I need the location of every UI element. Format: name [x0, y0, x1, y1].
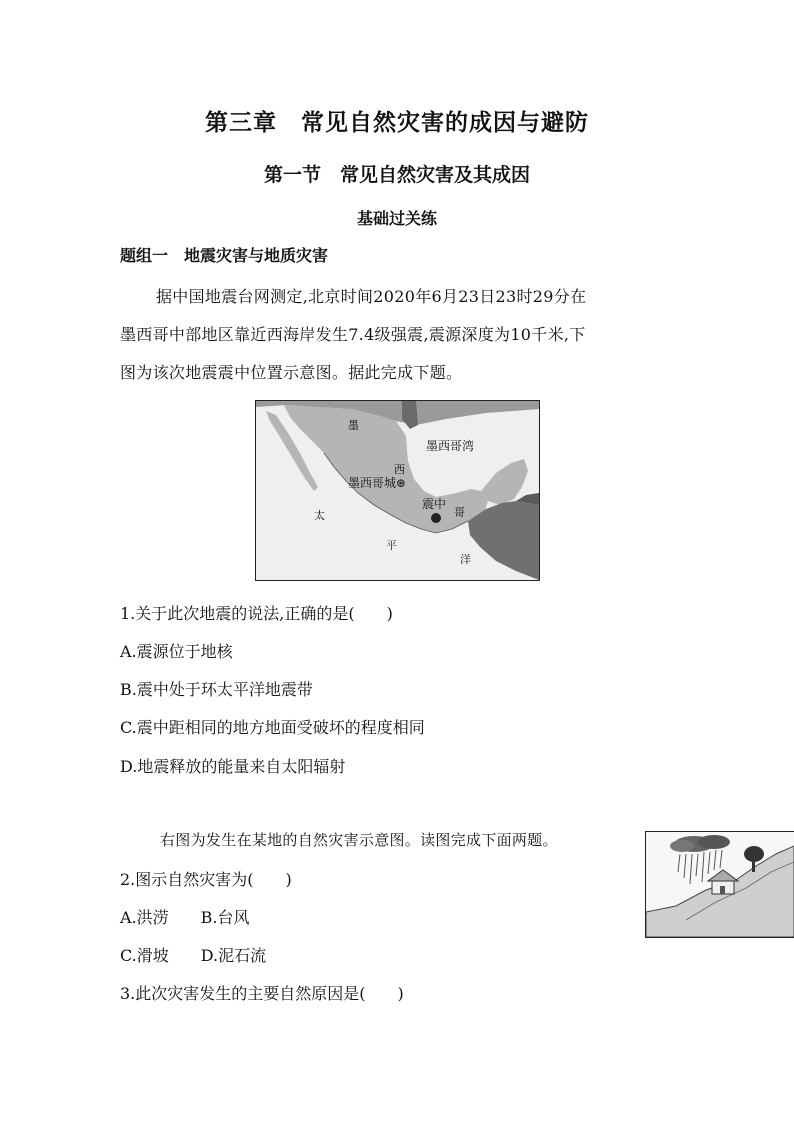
- intro-line-2: 墨西哥中部地区靠近西海岸发生7.4级强震,震源深度为10千米,下: [120, 325, 586, 344]
- map-label-ping: 平: [386, 539, 397, 552]
- chapter-title: 第三章 常见自然灾害的成因与避防: [205, 110, 589, 136]
- map-label-gulf: 墨西哥湾: [426, 439, 475, 453]
- question-2-options-cd: C.滑坡 D.泥石流: [120, 946, 267, 965]
- question-1-option-a: A.震源位于地核: [120, 642, 233, 661]
- question-2-options-ab: A.洪涝 B.台风: [120, 908, 250, 927]
- section-title: 第一节 常见自然灾害及其成因: [263, 164, 530, 186]
- intro-line-1: 据中国地震台网测定,北京时间2020年6月23日23时29分在: [156, 287, 587, 306]
- question-1-option-d: D.地震释放的能量来自太阳辐射: [120, 757, 346, 776]
- intro-2: 右图为发生在某地的自然灾害示意图。读图完成下面两题。: [160, 831, 558, 849]
- map-label-yang: 洋: [460, 553, 471, 566]
- question-3-stem: 3.此次灾害发生的主要自然原因是( ): [120, 984, 404, 1003]
- question-1-stem: 1.关于此次地震的说法,正确的是( ): [120, 604, 393, 623]
- map-label-ge: 哥: [454, 506, 465, 519]
- question-1-option-b: B.震中处于环太平洋地震带: [120, 680, 313, 699]
- group1-title: 题组一 地震灾害与地质灾害: [120, 246, 329, 265]
- epicenter-map: [255, 400, 540, 581]
- question-1-option-c: C.震中距相同的地方地面受破坏的程度相同: [120, 718, 425, 737]
- intro-line-3: 图为该次地震震中位置示意图。据此完成下题。: [120, 363, 463, 382]
- landslide-drawing: [646, 832, 794, 937]
- map-label-city: 墨西哥城⊛: [348, 476, 407, 490]
- map-label-epicenter: 震中: [422, 497, 447, 511]
- landslide-illustration: [645, 831, 794, 938]
- map-label-xi: 西: [394, 463, 405, 476]
- map-label-mo: 墨: [348, 419, 359, 432]
- exercise-title: 基础过关练: [356, 209, 437, 228]
- map-label-tai: 太: [314, 509, 325, 522]
- question-2-stem: 2.图示自然灾害为( ): [120, 870, 292, 889]
